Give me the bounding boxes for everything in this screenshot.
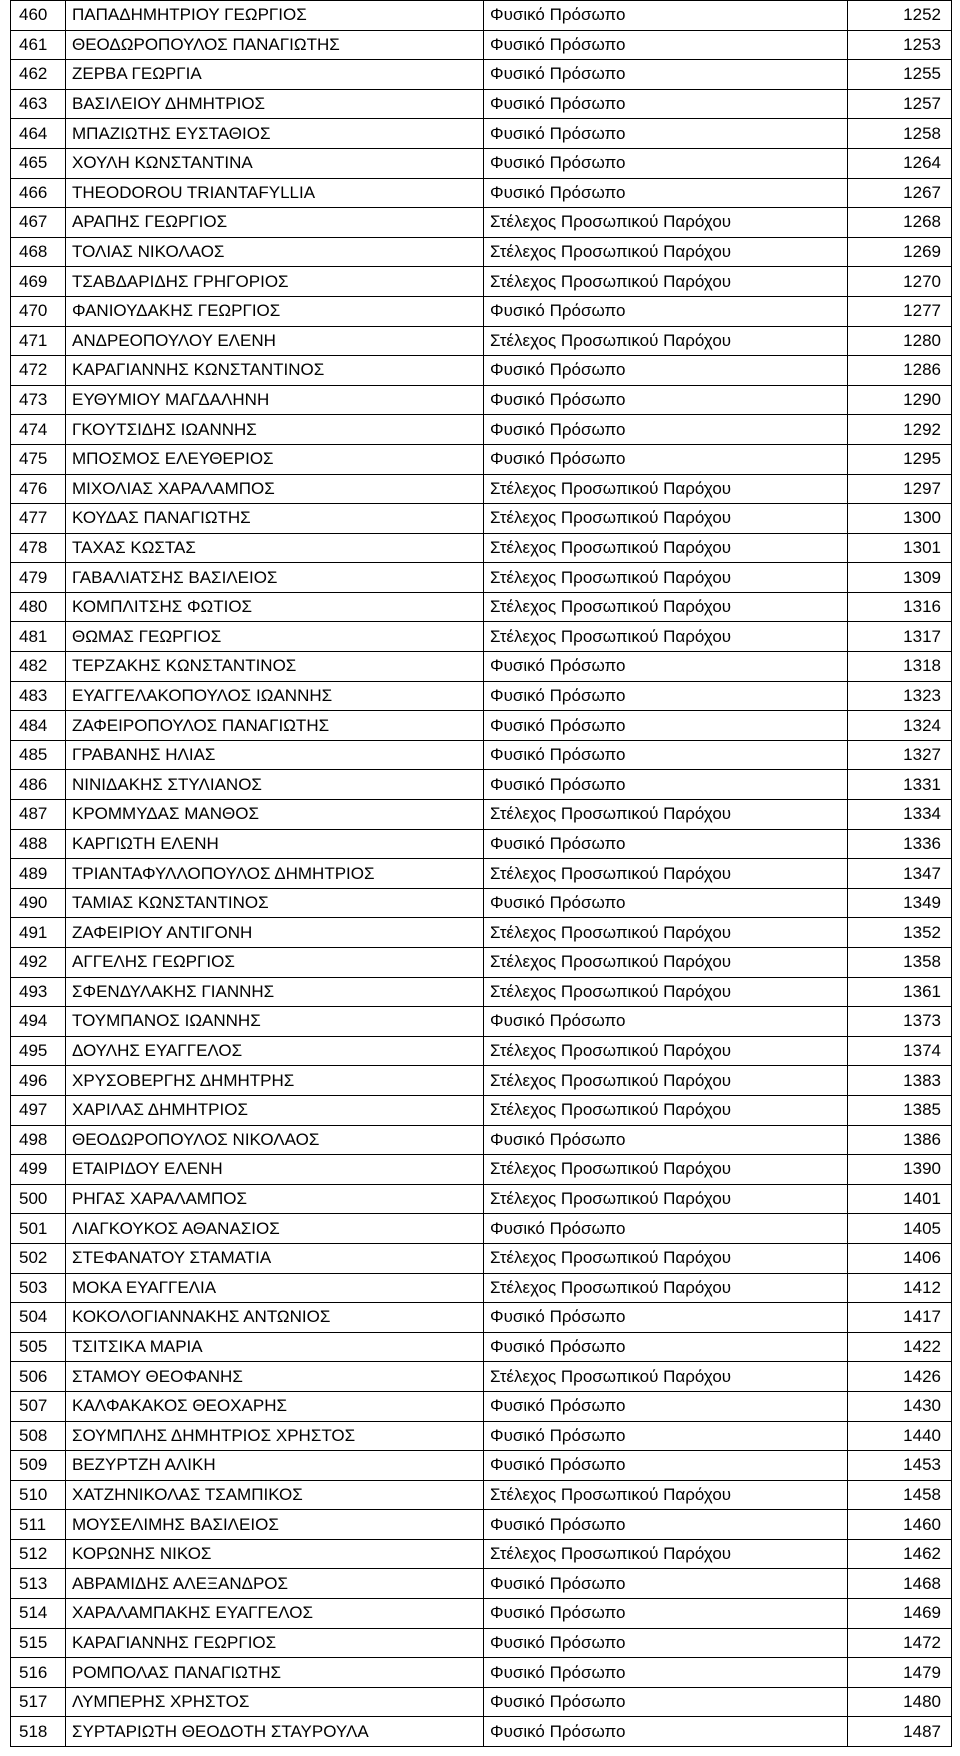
person-name-cell: ΧΑΤΖΗΝΙΚΟΛΑΣ ΤΣΑΜΠΙΚΟΣ — [66, 1480, 484, 1510]
person-type-cell: Φυσικό Πρόσωπο — [484, 1599, 848, 1629]
registry-code-cell: 1295 — [848, 444, 952, 474]
row-number-cell: 508 — [11, 1421, 66, 1451]
person-type-cell: Φυσικό Πρόσωπο — [484, 888, 848, 918]
table-row — [11, 208, 952, 238]
row-number-cell: 460 — [11, 1, 66, 31]
registry-code-cell: 1405 — [848, 1214, 952, 1244]
table-row — [11, 829, 952, 859]
row-number-cell: 475 — [11, 444, 66, 474]
row-number-cell: 510 — [11, 1480, 66, 1510]
row-number-cell: 472 — [11, 356, 66, 386]
row-number-cell: 512 — [11, 1539, 66, 1569]
registry-code-cell: 1383 — [848, 1066, 952, 1096]
registry-code-cell: 1258 — [848, 119, 952, 149]
table-row — [11, 119, 952, 149]
person-name-cell: ΛΙΑΓΚΟΥΚΟΣ ΑΘΑΝΑΣΙΟΣ — [66, 1214, 484, 1244]
person-name-cell: ΧΡΥΣΟΒΕΡΓΗΣ ΔΗΜΗΤΡΗΣ — [66, 1066, 484, 1096]
table-row — [11, 1036, 952, 1066]
person-type-cell: Φυσικό Πρόσωπο — [484, 1510, 848, 1540]
registry-code-cell: 1460 — [848, 1510, 952, 1540]
person-type-cell: Στέλεχος Προσωπικού Παρόχου — [484, 622, 848, 652]
row-number-cell: 487 — [11, 800, 66, 830]
person-name-cell: ΜΙΧΟΛΙΑΣ ΧΑΡΑΛΑΜΠΟΣ — [66, 474, 484, 504]
table-row — [11, 1125, 952, 1155]
person-name-cell: ΑΒΡΑΜΙΔΗΣ ΑΛΕΞΑΝΔΡΟΣ — [66, 1569, 484, 1599]
person-name-cell: ΤΕΡΖΑΚΗΣ ΚΩΝΣΤΑΝΤΙΝΟΣ — [66, 652, 484, 682]
row-number-cell: 478 — [11, 533, 66, 563]
registry-code-cell: 1286 — [848, 356, 952, 386]
person-name-cell: ΛΥΜΠΕΡΗΣ ΧΡΗΣΤΟΣ — [66, 1687, 484, 1717]
row-number-cell: 488 — [11, 829, 66, 859]
row-number-cell: 477 — [11, 504, 66, 534]
registry-code-cell: 1487 — [848, 1717, 952, 1747]
table-row — [11, 1066, 952, 1096]
row-number-cell: 516 — [11, 1658, 66, 1688]
person-name-cell: ΘΩΜΑΣ ΓΕΩΡΓΙΟΣ — [66, 622, 484, 652]
registry-code-cell: 1300 — [848, 504, 952, 534]
person-name-cell: ΚΟΥΔΑΣ ΠΑΝΑΓΙΩΤΗΣ — [66, 504, 484, 534]
row-number-cell: 464 — [11, 119, 66, 149]
person-type-cell: Φυσικό Πρόσωπο — [484, 1332, 848, 1362]
table-row — [11, 800, 952, 830]
person-name-cell: ΜΠΟΣΜΟΣ ΕΛΕΥΘΕΡΙΟΣ — [66, 444, 484, 474]
person-name-cell: ΚΑΡΓΙΩΤΗ ΕΛΕΝΗ — [66, 829, 484, 859]
registry-code-cell: 1334 — [848, 800, 952, 830]
person-type-cell: Φυσικό Πρόσωπο — [484, 1658, 848, 1688]
table-row — [11, 178, 952, 208]
row-number-cell: 502 — [11, 1243, 66, 1273]
row-number-cell: 462 — [11, 60, 66, 90]
person-name-cell: ΚΟΡΩΝΗΣ ΝΙΚΟΣ — [66, 1539, 484, 1569]
registry-code-cell: 1269 — [848, 237, 952, 267]
person-name-cell: ΣΤΕΦΑΝΑΤΟΥ ΣΤΑΜΑΤΙΑ — [66, 1243, 484, 1273]
registry-code-cell: 1277 — [848, 296, 952, 326]
table-row — [11, 1273, 952, 1303]
person-name-cell: ΚΑΡΑΓΙΑΝΝΗΣ ΓΕΩΡΓΙΟΣ — [66, 1628, 484, 1658]
registry-table-body — [11, 1, 952, 1747]
registry-code-cell: 1297 — [848, 474, 952, 504]
row-number-cell: 511 — [11, 1510, 66, 1540]
row-number-cell: 499 — [11, 1155, 66, 1185]
registry-code-cell: 1301 — [848, 533, 952, 563]
person-name-cell: ΣΥΡΤΑΡΙΩΤΗ ΘΕΟΔΟΤΗ ΣΤΑΥΡΟΥΛΑ — [66, 1717, 484, 1747]
person-type-cell: Φυσικό Πρόσωπο — [484, 148, 848, 178]
person-name-cell: ΧΑΡΑΛΑΜΠΑΚΗΣ ΕΥΑΓΓΕΛΟΣ — [66, 1599, 484, 1629]
row-number-cell: 483 — [11, 681, 66, 711]
registry-code-cell: 1468 — [848, 1569, 952, 1599]
person-name-cell: ΚΟΜΠΛΙΤΣΗΣ ΦΩΤΙΟΣ — [66, 592, 484, 622]
person-type-cell: Φυσικό Πρόσωπο — [484, 1303, 848, 1333]
registry-code-cell: 1253 — [848, 30, 952, 60]
person-type-cell: Φυσικό Πρόσωπο — [484, 770, 848, 800]
person-type-cell: Στέλεχος Προσωπικού Παρόχου — [484, 237, 848, 267]
table-row — [11, 1391, 952, 1421]
table-row — [11, 1628, 952, 1658]
row-number-cell: 474 — [11, 415, 66, 445]
person-type-cell: Στέλεχος Προσωπικού Παρόχου — [484, 859, 848, 889]
person-name-cell: ΘΕΟΔΩΡΟΠΟΥΛΟΣ ΠΑΝΑΓΙΩΤΗΣ — [66, 30, 484, 60]
registry-code-cell: 1373 — [848, 1007, 952, 1037]
table-row — [11, 1717, 952, 1747]
person-type-cell: Φυσικό Πρόσωπο — [484, 652, 848, 682]
person-name-cell: ΤΑΧΑΣ ΚΩΣΤΑΣ — [66, 533, 484, 563]
person-type-cell: Στέλεχος Προσωπικού Παρόχου — [484, 800, 848, 830]
table-row — [11, 888, 952, 918]
registry-code-cell: 1412 — [848, 1273, 952, 1303]
row-number-cell: 470 — [11, 296, 66, 326]
person-type-cell: Φυσικό Πρόσωπο — [484, 1628, 848, 1658]
registry-code-cell: 1257 — [848, 89, 952, 119]
table-row — [11, 711, 952, 741]
person-name-cell: ΘΕΟΔΩΡΟΠΟΥΛΟΣ ΝΙΚΟΛΑΟΣ — [66, 1125, 484, 1155]
person-name-cell: ΜΟΥΣΕΛΙΜΗΣ ΒΑΣΙΛΕΙΟΣ — [66, 1510, 484, 1540]
table-row — [11, 563, 952, 593]
row-number-cell: 493 — [11, 977, 66, 1007]
table-row — [11, 1362, 952, 1392]
row-number-cell: 503 — [11, 1273, 66, 1303]
registry-code-cell: 1374 — [848, 1036, 952, 1066]
table-row — [11, 296, 952, 326]
person-type-cell: Στέλεχος Προσωπικού Παρόχου — [484, 563, 848, 593]
table-row — [11, 356, 952, 386]
person-type-cell: Στέλεχος Προσωπικού Παρόχου — [484, 326, 848, 356]
registry-code-cell: 1255 — [848, 60, 952, 90]
registry-code-cell: 1316 — [848, 592, 952, 622]
row-number-cell: 484 — [11, 711, 66, 741]
table-row — [11, 592, 952, 622]
table-row — [11, 1480, 952, 1510]
row-number-cell: 490 — [11, 888, 66, 918]
table-row — [11, 1332, 952, 1362]
registry-code-cell: 1318 — [848, 652, 952, 682]
row-number-cell: 518 — [11, 1717, 66, 1747]
person-name-cell: ΔΟΥΛΗΣ ΕΥΑΓΓΕΛΟΣ — [66, 1036, 484, 1066]
person-type-cell: Φυσικό Πρόσωπο — [484, 385, 848, 415]
person-type-cell: Στέλεχος Προσωπικού Παρόχου — [484, 267, 848, 297]
registry-code-cell: 1268 — [848, 208, 952, 238]
person-name-cell: ΤΑΜΙΑΣ ΚΩΝΣΤΑΝΤΙΝΟΣ — [66, 888, 484, 918]
row-number-cell: 515 — [11, 1628, 66, 1658]
registry-code-cell: 1479 — [848, 1658, 952, 1688]
table-row — [11, 385, 952, 415]
person-type-cell: Φυσικό Πρόσωπο — [484, 415, 848, 445]
person-type-cell: Φυσικό Πρόσωπο — [484, 1391, 848, 1421]
row-number-cell: 480 — [11, 592, 66, 622]
row-number-cell: 479 — [11, 563, 66, 593]
registry-code-cell: 1406 — [848, 1243, 952, 1273]
person-type-cell: Στέλεχος Προσωπικού Παρόχου — [484, 474, 848, 504]
registry-code-cell: 1309 — [848, 563, 952, 593]
table-row — [11, 237, 952, 267]
person-type-cell: Φυσικό Πρόσωπο — [484, 1569, 848, 1599]
registry-code-cell: 1264 — [848, 148, 952, 178]
person-name-cell: ΕΥΑΓΓΕΛΑΚΟΠΟΥΛΟΣ ΙΩΑΝΝΗΣ — [66, 681, 484, 711]
table-row — [11, 474, 952, 504]
registry-code-cell: 1361 — [848, 977, 952, 1007]
person-type-cell: Φυσικό Πρόσωπο — [484, 178, 848, 208]
registry-code-cell: 1386 — [848, 1125, 952, 1155]
person-name-cell: ΜΠΑΖΙΩΤΗΣ ΕΥΣΤΑΘΙΟΣ — [66, 119, 484, 149]
table-row — [11, 326, 952, 356]
row-number-cell: 509 — [11, 1451, 66, 1481]
person-type-cell: Στέλεχος Προσωπικού Παρόχου — [484, 1273, 848, 1303]
person-type-cell: Φυσικό Πρόσωπο — [484, 829, 848, 859]
person-type-cell: Φυσικό Πρόσωπο — [484, 711, 848, 741]
registry-code-cell: 1417 — [848, 1303, 952, 1333]
registry-code-cell: 1385 — [848, 1095, 952, 1125]
person-name-cell: ΚΑΡΑΓΙΑΝΝΗΣ ΚΩΝΣΤΑΝΤΙΝΟΣ — [66, 356, 484, 386]
person-name-cell: ΣΟΥΜΠΛΗΣ ΔΗΜΗΤΡΙΟΣ ΧΡΗΣΤΟΣ — [66, 1421, 484, 1451]
table-row — [11, 1510, 952, 1540]
person-type-cell: Φυσικό Πρόσωπο — [484, 740, 848, 770]
person-name-cell: ΚΟΚΟΛΟΓΙΑΝΝΑΚΗΣ ΑΝΤΩΝΙΟΣ — [66, 1303, 484, 1333]
registry-code-cell: 1252 — [848, 1, 952, 31]
row-number-cell: 505 — [11, 1332, 66, 1362]
table-row — [11, 267, 952, 297]
row-number-cell: 494 — [11, 1007, 66, 1037]
row-number-cell: 507 — [11, 1391, 66, 1421]
person-name-cell: ΕΥΘΥΜΙΟΥ ΜΑΓΔΑΛΗΝΗ — [66, 385, 484, 415]
table-row — [11, 444, 952, 474]
registry-code-cell: 1352 — [848, 918, 952, 948]
row-number-cell: 492 — [11, 948, 66, 978]
person-type-cell: Φυσικό Πρόσωπο — [484, 1687, 848, 1717]
registry-code-cell: 1458 — [848, 1480, 952, 1510]
table-row — [11, 1303, 952, 1333]
person-type-cell: Στέλεχος Προσωπικού Παρόχου — [484, 533, 848, 563]
table-row — [11, 1243, 952, 1273]
person-type-cell: Φυσικό Πρόσωπο — [484, 60, 848, 90]
table-row — [11, 859, 952, 889]
row-number-cell: 501 — [11, 1214, 66, 1244]
person-type-cell: Στέλεχος Προσωπικού Παρόχου — [484, 948, 848, 978]
person-name-cell: ΣΦΕΝΔΥΛΑΚΗΣ ΓΙΑΝΝΗΣ — [66, 977, 484, 1007]
person-name-cell: ΤΡΙΑΝΤΑΦΥΛΛΟΠΟΥΛΟΣ ΔΗΜΗΤΡΙΟΣ — [66, 859, 484, 889]
registry-code-cell: 1426 — [848, 1362, 952, 1392]
person-name-cell: ΚΑΛΦΑΚΑΚΟΣ ΘΕΟΧΑΡΗΣ — [66, 1391, 484, 1421]
person-type-cell: Φυσικό Πρόσωπο — [484, 89, 848, 119]
registry-code-cell: 1327 — [848, 740, 952, 770]
person-name-cell: ΒΑΣΙΛΕΙΟΥ ΔΗΜΗΤΡΙΟΣ — [66, 89, 484, 119]
person-name-cell: ΤΣΑΒΔΑΡΙΔΗΣ ΓΡΗΓΟΡΙΟΣ — [66, 267, 484, 297]
registry-code-cell: 1331 — [848, 770, 952, 800]
person-type-cell: Φυσικό Πρόσωπο — [484, 444, 848, 474]
row-number-cell: 482 — [11, 652, 66, 682]
row-number-cell: 468 — [11, 237, 66, 267]
person-name-cell: ΤΟΥΜΠΑΝΟΣ ΙΩΑΝΝΗΣ — [66, 1007, 484, 1037]
person-type-cell: Φυσικό Πρόσωπο — [484, 1007, 848, 1037]
person-type-cell: Στέλεχος Προσωπικού Παρόχου — [484, 1155, 848, 1185]
row-number-cell: 506 — [11, 1362, 66, 1392]
person-name-cell: ΕΤΑΙΡΙΔΟΥ ΕΛΕΝΗ — [66, 1155, 484, 1185]
table-row — [11, 1421, 952, 1451]
person-type-cell: Στέλεχος Προσωπικού Παρόχου — [484, 592, 848, 622]
person-name-cell: ΚΡΟΜΜΥΔΑΣ ΜΑΝΘΟΣ — [66, 800, 484, 830]
row-number-cell: 495 — [11, 1036, 66, 1066]
person-type-cell: Φυσικό Πρόσωπο — [484, 119, 848, 149]
table-row — [11, 1, 952, 31]
table-row — [11, 1214, 952, 1244]
registry-code-cell: 1422 — [848, 1332, 952, 1362]
registry-table — [10, 0, 952, 1747]
person-type-cell: Στέλεχος Προσωπικού Παρόχου — [484, 1036, 848, 1066]
document-page — [10, 0, 955, 1747]
person-name-cell: ΠΑΠΑΔΗΜΗΤΡΙΟΥ ΓΕΩΡΓΙΟΣ — [66, 1, 484, 31]
row-number-cell: 461 — [11, 30, 66, 60]
table-row — [11, 30, 952, 60]
registry-code-cell: 1469 — [848, 1599, 952, 1629]
row-number-cell: 497 — [11, 1095, 66, 1125]
row-number-cell: 500 — [11, 1184, 66, 1214]
person-type-cell: Στέλεχος Προσωπικού Παρόχου — [484, 1243, 848, 1273]
person-type-cell: Φυσικό Πρόσωπο — [484, 1717, 848, 1747]
table-row — [11, 1451, 952, 1481]
row-number-cell: 463 — [11, 89, 66, 119]
row-number-cell: 471 — [11, 326, 66, 356]
registry-code-cell: 1317 — [848, 622, 952, 652]
person-type-cell: Φυσικό Πρόσωπο — [484, 30, 848, 60]
row-number-cell: 473 — [11, 385, 66, 415]
table-row — [11, 148, 952, 178]
table-row — [11, 1539, 952, 1569]
registry-code-cell: 1462 — [848, 1539, 952, 1569]
registry-code-cell: 1267 — [848, 178, 952, 208]
table-row — [11, 1007, 952, 1037]
registry-code-cell: 1292 — [848, 415, 952, 445]
row-number-cell: 486 — [11, 770, 66, 800]
row-number-cell: 504 — [11, 1303, 66, 1333]
row-number-cell: 514 — [11, 1599, 66, 1629]
registry-code-cell: 1324 — [848, 711, 952, 741]
person-name-cell: ΒΕΖΥΡΤΖΗ ΑΛΙΚΗ — [66, 1451, 484, 1481]
registry-code-cell: 1336 — [848, 829, 952, 859]
row-number-cell: 491 — [11, 918, 66, 948]
person-name-cell: ΤΟΛΙΑΣ ΝΙΚΟΛΑΟΣ — [66, 237, 484, 267]
person-type-cell: Στέλεχος Προσωπικού Παρόχου — [484, 977, 848, 1007]
table-row — [11, 622, 952, 652]
person-type-cell: Στέλεχος Προσωπικού Παρόχου — [484, 1095, 848, 1125]
row-number-cell: 476 — [11, 474, 66, 504]
person-name-cell: ΤΣΙΤΣΙΚΑ ΜΑΡΙΑ — [66, 1332, 484, 1362]
person-name-cell: ΡΗΓΑΣ ΧΑΡΑΛΑΜΠΟΣ — [66, 1184, 484, 1214]
registry-code-cell: 1290 — [848, 385, 952, 415]
row-number-cell: 465 — [11, 148, 66, 178]
table-row — [11, 504, 952, 534]
person-name-cell: ΧΟΥΛΗ ΚΩΝΣΤΑΝΤΙΝΑ — [66, 148, 484, 178]
table-row — [11, 1569, 952, 1599]
person-type-cell: Στέλεχος Προσωπικού Παρόχου — [484, 1539, 848, 1569]
registry-code-cell: 1472 — [848, 1628, 952, 1658]
registry-code-cell: 1349 — [848, 888, 952, 918]
row-number-cell: 481 — [11, 622, 66, 652]
person-name-cell: ΑΡΑΠΗΣ ΓΕΩΡΓΙΟΣ — [66, 208, 484, 238]
person-name-cell: ΦΑΝΙΟΥΔΑΚΗΣ ΓΕΩΡΓΙΟΣ — [66, 296, 484, 326]
table-row — [11, 948, 952, 978]
person-name-cell: ΖΑΦΕΙΡΟΠΟΥΛΟΣ ΠΑΝΑΓΙΩΤΗΣ — [66, 711, 484, 741]
person-name-cell: ΖΕΡΒΑ ΓΕΩΡΓΙΑ — [66, 60, 484, 90]
person-name-cell: ΓΚΟΥΤΣΙΔΗΣ ΙΩΑΝΝΗΣ — [66, 415, 484, 445]
table-row — [11, 1155, 952, 1185]
person-type-cell: Φυσικό Πρόσωπο — [484, 1, 848, 31]
person-name-cell: ΖΑΦΕΙΡΙΟΥ ΑΝΤΙΓΟΝΗ — [66, 918, 484, 948]
table-row — [11, 681, 952, 711]
table-row — [11, 1599, 952, 1629]
person-type-cell: Φυσικό Πρόσωπο — [484, 1421, 848, 1451]
registry-code-cell: 1280 — [848, 326, 952, 356]
person-type-cell: Στέλεχος Προσωπικού Παρόχου — [484, 1184, 848, 1214]
person-name-cell: ΣΤΑΜΟΥ ΘΕΟΦΑΝΗΣ — [66, 1362, 484, 1392]
person-type-cell: Φυσικό Πρόσωπο — [484, 681, 848, 711]
table-row — [11, 1184, 952, 1214]
registry-code-cell: 1401 — [848, 1184, 952, 1214]
table-row — [11, 652, 952, 682]
row-number-cell: 496 — [11, 1066, 66, 1096]
table-row — [11, 89, 952, 119]
person-type-cell: Φυσικό Πρόσωπο — [484, 1451, 848, 1481]
person-name-cell: ΑΓΓΕΛΗΣ ΓΕΩΡΓΙΟΣ — [66, 948, 484, 978]
person-type-cell: Φυσικό Πρόσωπο — [484, 296, 848, 326]
table-row — [11, 770, 952, 800]
person-type-cell: Στέλεχος Προσωπικού Παρόχου — [484, 1480, 848, 1510]
person-name-cell: THEODOROU TRIANTAFYLLIA — [66, 178, 484, 208]
person-type-cell: Φυσικό Πρόσωπο — [484, 356, 848, 386]
person-type-cell: Στέλεχος Προσωπικού Παρόχου — [484, 208, 848, 238]
person-type-cell: Στέλεχος Προσωπικού Παρόχου — [484, 1066, 848, 1096]
table-row — [11, 1687, 952, 1717]
row-number-cell: 498 — [11, 1125, 66, 1155]
registry-code-cell: 1390 — [848, 1155, 952, 1185]
person-type-cell: Φυσικό Πρόσωπο — [484, 1125, 848, 1155]
registry-code-cell: 1323 — [848, 681, 952, 711]
registry-code-cell: 1453 — [848, 1451, 952, 1481]
row-number-cell: 466 — [11, 178, 66, 208]
row-number-cell: 513 — [11, 1569, 66, 1599]
registry-code-cell: 1440 — [848, 1421, 952, 1451]
table-row — [11, 740, 952, 770]
person-type-cell: Φυσικό Πρόσωπο — [484, 1214, 848, 1244]
person-name-cell: ΜΟΚΑ ΕΥΑΓΓΕΛΙΑ — [66, 1273, 484, 1303]
person-name-cell: ΝΙΝΙΔΑΚΗΣ ΣΤΥΛΙΑΝΟΣ — [66, 770, 484, 800]
person-name-cell: ΓΑΒΑΛΙΑΤΣΗΣ ΒΑΣΙΛΕΙΟΣ — [66, 563, 484, 593]
table-row — [11, 918, 952, 948]
table-row — [11, 533, 952, 563]
person-name-cell: ΡΟΜΠΟΛΑΣ ΠΑΝΑΓΙΩΤΗΣ — [66, 1658, 484, 1688]
person-type-cell: Στέλεχος Προσωπικού Παρόχου — [484, 504, 848, 534]
registry-code-cell: 1358 — [848, 948, 952, 978]
table-row — [11, 60, 952, 90]
person-type-cell: Στέλεχος Προσωπικού Παρόχου — [484, 918, 848, 948]
row-number-cell: 517 — [11, 1687, 66, 1717]
table-row — [11, 1658, 952, 1688]
person-name-cell: ΧΑΡΙΛΑΣ ΔΗΜΗΤΡΙΟΣ — [66, 1095, 484, 1125]
registry-code-cell: 1430 — [848, 1391, 952, 1421]
row-number-cell: 489 — [11, 859, 66, 889]
table-row — [11, 415, 952, 445]
table-row — [11, 1095, 952, 1125]
person-name-cell: ΓΡΑΒΑΝΗΣ ΗΛΙΑΣ — [66, 740, 484, 770]
person-name-cell: ΑΝΔΡΕΟΠΟΥΛΟΥ ΕΛΕΝΗ — [66, 326, 484, 356]
table-row — [11, 977, 952, 1007]
person-type-cell: Στέλεχος Προσωπικού Παρόχου — [484, 1362, 848, 1392]
row-number-cell: 467 — [11, 208, 66, 238]
row-number-cell: 485 — [11, 740, 66, 770]
registry-code-cell: 1480 — [848, 1687, 952, 1717]
row-number-cell: 469 — [11, 267, 66, 297]
registry-code-cell: 1270 — [848, 267, 952, 297]
registry-code-cell: 1347 — [848, 859, 952, 889]
